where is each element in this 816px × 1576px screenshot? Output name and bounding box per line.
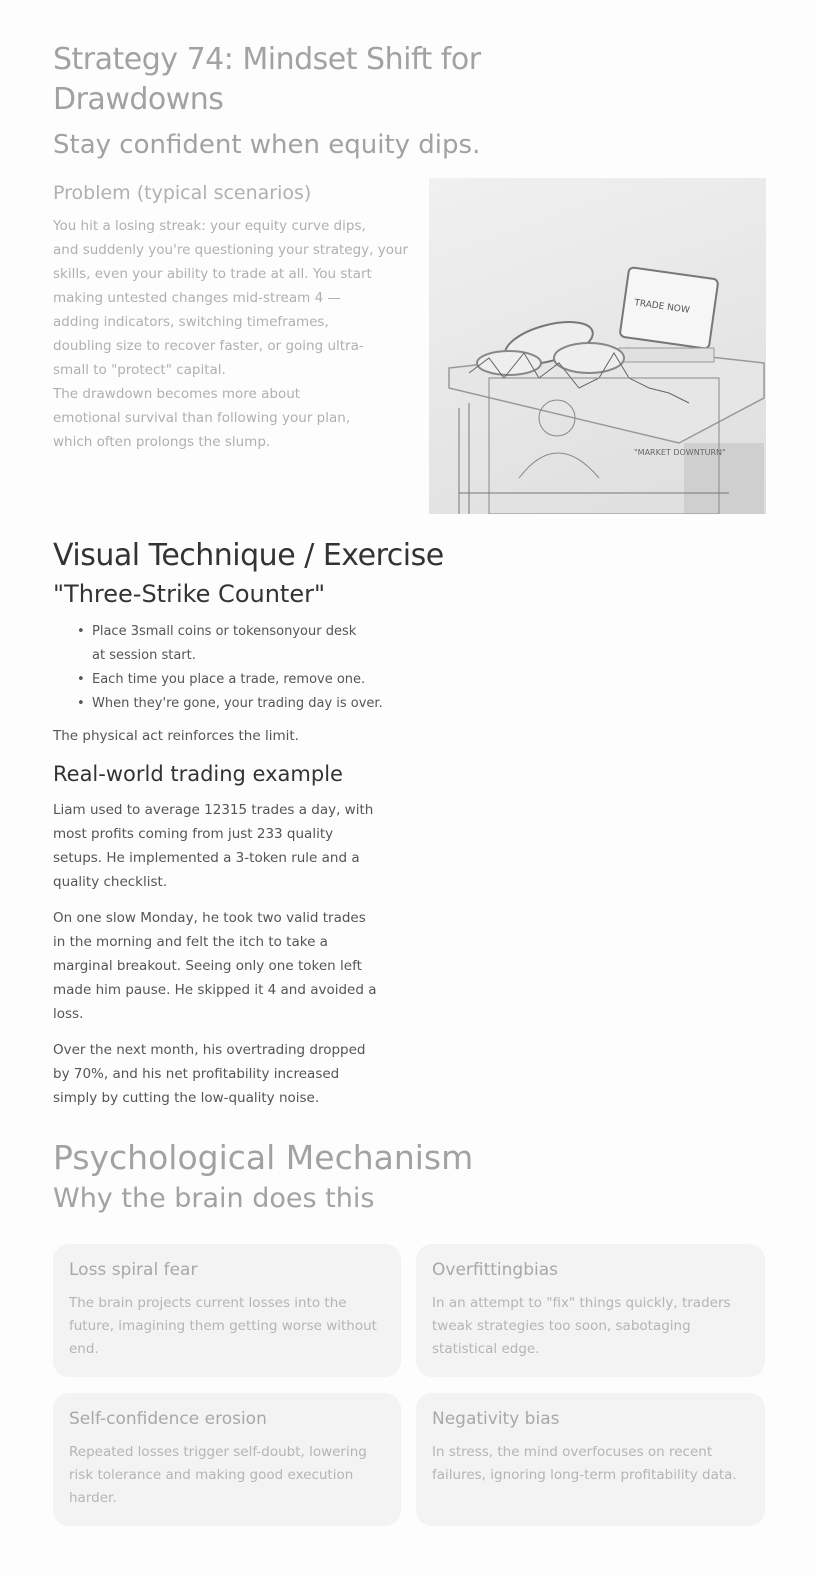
example-heading: Real-world trading example [53, 762, 343, 786]
card-loss-spiral-fear [53, 1244, 401, 1377]
strategy-title-line2: Drawdowns [53, 82, 224, 117]
exercise-name: "Three-Strike Counter" [53, 580, 326, 608]
closing-line: The physical act reinforces the limit. [53, 728, 299, 744]
text-line: making untested changes mid-stream 4 — [53, 290, 341, 306]
bullet-mark: • [77, 696, 85, 711]
text-line: You hit a losing streak: your equity curve dips, [53, 218, 366, 234]
text-line: Liam used to average 12315 trades a day, with [53, 802, 374, 818]
card-negativity-bias [416, 1393, 765, 1526]
text-line: and suddenly you're questioning your strategy, your [53, 242, 409, 258]
card-text: Repeated losses trigger self-doubt, lowering risk tolerance and making good execution harder. [69, 1444, 367, 1506]
card-text: In an attempt to "fix" things quickly, traders tweak strategies too soon, sabotaging statistical edge. [432, 1295, 731, 1357]
bullet-item-continuation: at session start. [92, 648, 196, 663]
card-title: Loss spiral fear [69, 1260, 198, 1280]
card-text: In stress, the mind overfocuses on recent failures, ignoring long-term profitability data. [432, 1444, 737, 1483]
text-line: doubling size to recover faster, or going ultra- [53, 338, 364, 354]
card-title: Overfittingbias [432, 1260, 559, 1280]
text-line: in the morning and felt the itch to take a [53, 934, 328, 950]
chart-label: "MARKET DOWNTURN" [634, 448, 726, 457]
mechanism-heading: Psychological Mechanism [53, 1138, 474, 1177]
text-line: skills, even your ability to trade at all. You start [53, 266, 372, 282]
text-line: The drawdown becomes more about [53, 386, 301, 402]
bullet-item: • Place 3small coins or tokensonyour desk [53, 620, 765, 644]
card-self-confidence-erosion [53, 1393, 401, 1526]
strategy-title: Strategy 74: Mindset Shift for [53, 42, 481, 77]
example-paragraph-3 [53, 1038, 765, 1110]
bullet-item: • When they're gone, your trading day is over. [53, 692, 765, 716]
strategy-subtitle: Stay confident when equity dips. [53, 130, 481, 160]
text-line: emotional survival than following your plan, [53, 410, 351, 426]
text-line: made him pause. He skipped it 4 and avoided a [53, 982, 377, 998]
monitor-text: TRADE NOW [633, 298, 691, 316]
text-line: adding indicators, switching timeframes, [53, 314, 329, 330]
text-line: most profits coming from just 233 quality [53, 826, 334, 842]
bullet-item: • Each time you place a trade, remove one. [53, 668, 765, 692]
text-line: by 70%, and his net profitability increased [53, 1066, 340, 1082]
example-paragraph-2 [53, 906, 765, 1026]
mechanism-subheading: Why the brain does this [53, 1183, 375, 1214]
exercise-title: Visual Technique / Exercise [53, 538, 444, 573]
text-line: On one slow Monday, he took two valid trades [53, 910, 366, 926]
card-title: Negativity bias [432, 1409, 560, 1429]
problem-paragraph [53, 214, 409, 454]
text-line: setups. He implemented a 3-token rule and a [53, 850, 360, 866]
text-line: loss. [53, 1006, 84, 1022]
desk-coins-illustration [429, 178, 766, 514]
card-text: The brain projects current losses into the future, imagining them getting worse without end. [69, 1295, 377, 1357]
bullet-mark: • [77, 672, 85, 687]
text-line: which often prolongs the slump. [53, 434, 271, 450]
hero-illustration [429, 178, 766, 514]
card-overfitting-bias [416, 1244, 765, 1377]
example-paragraph-1 [53, 798, 765, 894]
text-line: marginal breakout. Seeing only one token left [53, 958, 362, 974]
text-line: small to "protect" capital. [53, 362, 226, 378]
text-line: Over the next month, his overtrading dropped [53, 1042, 366, 1058]
problem-heading: Problem (typical scenarios) [53, 182, 312, 204]
text-line: simply by cutting the low-quality noise. [53, 1090, 320, 1106]
text-line: quality checklist. [53, 874, 168, 890]
bullet-mark: • [77, 624, 85, 639]
card-title: Self-confidence erosion [69, 1409, 267, 1429]
